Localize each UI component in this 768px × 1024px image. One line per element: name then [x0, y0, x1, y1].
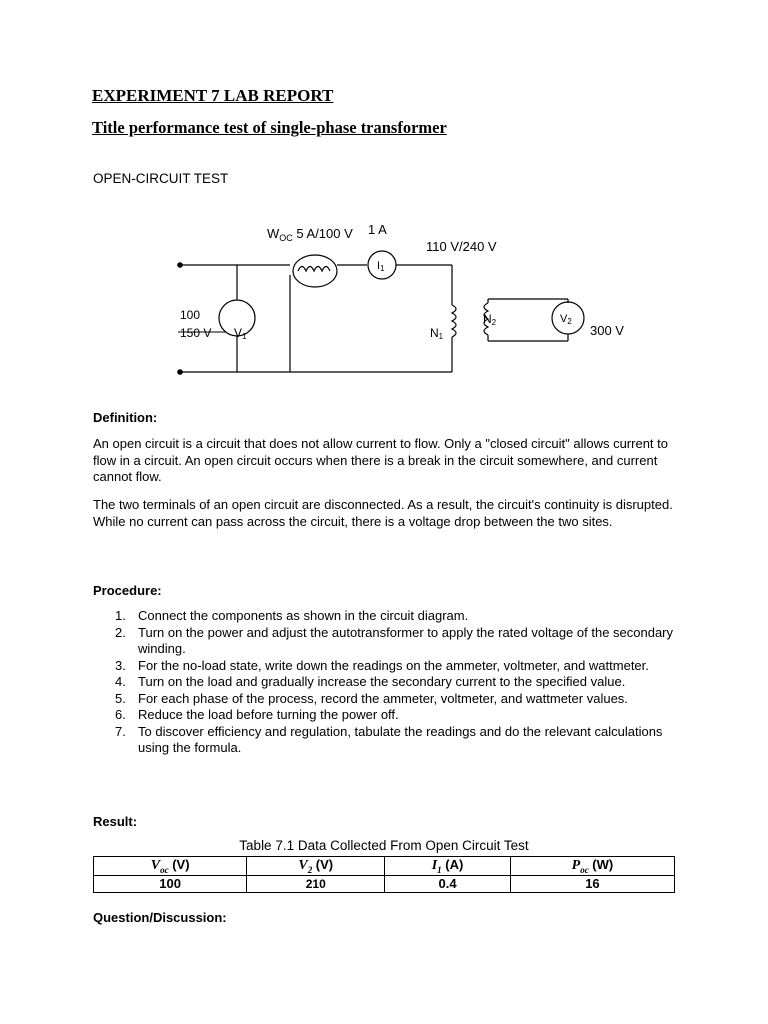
wattmeter-label: $W_{OC}$ 5 A/100 V	[267, 226, 353, 243]
ammeter-rating: 1 A	[368, 222, 387, 237]
definition-paragraph-2: The two terminals of an open circuit are disconnected. As a result, the circuit's continuity is disrupted. While no current can pass across the circuit, there is a voltage drop between the two sites.	[93, 497, 673, 529]
procedure-step: 5. For each phase of the process, record the ammeter, voltmeter, and wattmeter values.	[115, 690, 628, 706]
procedure-heading: Procedure:	[93, 583, 162, 598]
voltmeter-v2-label: V2	[560, 313, 572, 326]
section-heading: OPEN-CIRCUIT TEST	[93, 171, 229, 186]
table-header-row	[94, 857, 675, 876]
cell-i1: 0.4	[385, 875, 511, 892]
cell-v2: 210	[247, 875, 385, 892]
table-caption: Table 7.1 Data Collected From Open Circuit Test	[239, 838, 529, 853]
report-title: EXPERIMENT 7 LAB REPORT	[92, 86, 334, 105]
n2-label: N2	[483, 312, 497, 327]
definition-heading: Definition:	[93, 410, 158, 425]
header-v2: $V_2$ (V)	[247, 857, 385, 876]
transformer-rating: 110 V/240 V	[426, 239, 497, 254]
header-voc: $V_{oc}$ (V)	[94, 857, 247, 876]
procedure-step: 3. For the no-load state, write down the readings on the ammeter, voltmeter, and wattmeter.	[115, 657, 649, 673]
voltmeter-v2-rating: 300 V	[590, 323, 624, 338]
cell-poc: 16	[510, 875, 674, 892]
procedure-step: 7. To discover efficiency and regulation, tabulate the readings and do the relevant calculations using the formula.	[115, 723, 663, 755]
procedure-step: 4. Turn on the load and gradually increase the secondary current to the specified value.	[115, 674, 626, 689]
header-poc: $P_{oc}$ (W)	[510, 857, 674, 876]
input-terminal-bottom	[177, 369, 183, 375]
cell-voc: 100	[94, 875, 247, 892]
source-voltage-top: 100	[180, 308, 201, 322]
ammeter-label: I1	[377, 260, 385, 273]
report-subtitle: Title performance test of single-phase transformer	[92, 118, 447, 137]
circuit-diagram	[150, 215, 630, 385]
voltmeter-v1-label: V1	[234, 326, 247, 341]
discussion-heading: Question/Discussion:	[93, 910, 227, 925]
source-voltage-bottom: 150 V	[180, 326, 212, 340]
table-row	[94, 875, 675, 892]
result-heading: Result:	[93, 814, 138, 829]
wattmeter-symbol	[293, 255, 337, 287]
definition-paragraph-1: An open circuit is a circuit that does not allow current to flow. Only a "closed circuit" allows current to flow in a circuit. An open circuit occurs when there is a break in the circuit somewhere, and current cannot flow.	[93, 436, 668, 484]
header-i1: $I_1$ (A)	[385, 857, 511, 876]
results-table	[93, 856, 675, 893]
procedure-step: 2. Turn on the power and adjust the autotransformer to apply the rated voltage of the secondary winding.	[115, 624, 674, 656]
procedure-step: 6. Reduce the load before turning the power off.	[115, 707, 399, 722]
procedure-step: 1. Connect the components as shown in the circuit diagram.	[115, 608, 469, 623]
input-terminal-top	[177, 262, 183, 268]
n1-label: N1	[430, 326, 444, 341]
procedure-list	[93, 608, 678, 757]
